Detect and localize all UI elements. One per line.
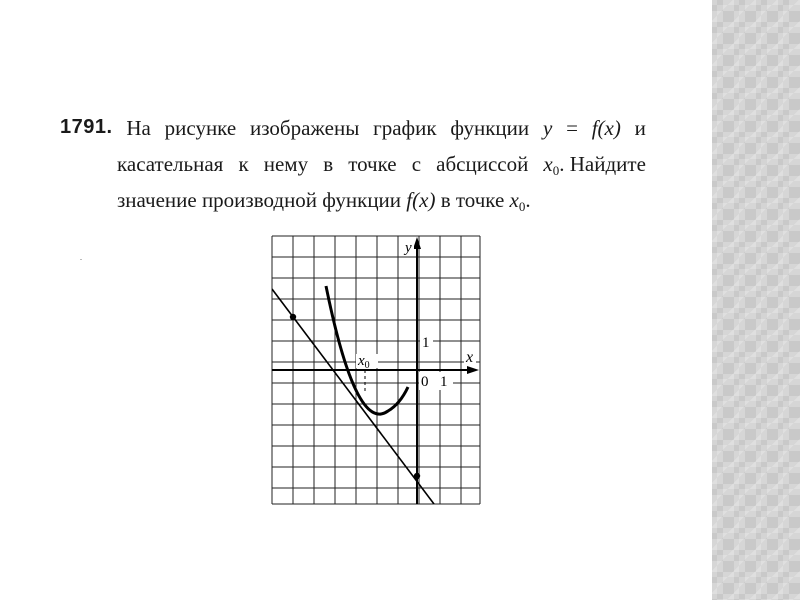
- function-graph: [268, 234, 484, 506]
- line3-var: x: [509, 188, 519, 212]
- formula-y: y: [542, 116, 553, 140]
- word: нему: [263, 152, 309, 176]
- line3-sub: 0: [518, 199, 526, 214]
- x0-inline: [543, 152, 645, 179]
- x0-var: x: [543, 152, 553, 176]
- x-axis-arrow: [467, 366, 479, 374]
- problem-line-1: [60, 116, 646, 141]
- problem-line-3: [117, 188, 531, 215]
- word: в: [323, 152, 334, 176]
- graph-svg: [268, 234, 484, 506]
- word: функции: [450, 116, 530, 140]
- x-unit-label: 1: [440, 374, 448, 390]
- line3-end: .: [525, 188, 531, 212]
- tangent-point-upper: [290, 314, 296, 320]
- word: график: [373, 116, 437, 140]
- problem-number: 1791.: [60, 116, 113, 138]
- formula-fx: f(x): [591, 116, 621, 140]
- word: точке: [348, 152, 397, 176]
- word: касательная: [117, 152, 224, 176]
- y-axis-arrow: [413, 237, 421, 249]
- word: с: [411, 152, 422, 176]
- y-axis-label: y: [405, 240, 412, 256]
- problem-line-2: [117, 152, 646, 179]
- line3-text: значение производной функции: [117, 188, 407, 212]
- y-unit-label: 1: [422, 335, 430, 351]
- word: изображены: [249, 116, 360, 140]
- origin-label: 0: [421, 374, 429, 390]
- tangent-clip: [272, 289, 434, 504]
- line3-func: f(x): [406, 188, 436, 212]
- scan-speck: [80, 259, 82, 260]
- x-axis-label: x: [466, 349, 474, 366]
- word: рисунке: [164, 116, 237, 140]
- x0-sub: 0: [552, 163, 560, 178]
- word: абсциссой: [436, 152, 529, 176]
- word: к: [238, 152, 249, 176]
- tangent-point-lower: [414, 473, 420, 479]
- word: На: [126, 116, 151, 140]
- line2-end: . Найдите: [559, 152, 646, 176]
- tangent-line: [272, 289, 434, 504]
- decorative-side-pattern: [712, 0, 800, 600]
- line3-mid: в точке: [435, 188, 510, 212]
- function-curve: [326, 286, 408, 414]
- x0-label-var: x: [358, 353, 365, 369]
- word: и: [634, 116, 646, 140]
- x0-label-sub: 0: [364, 360, 370, 371]
- formula-equals: =: [566, 116, 578, 140]
